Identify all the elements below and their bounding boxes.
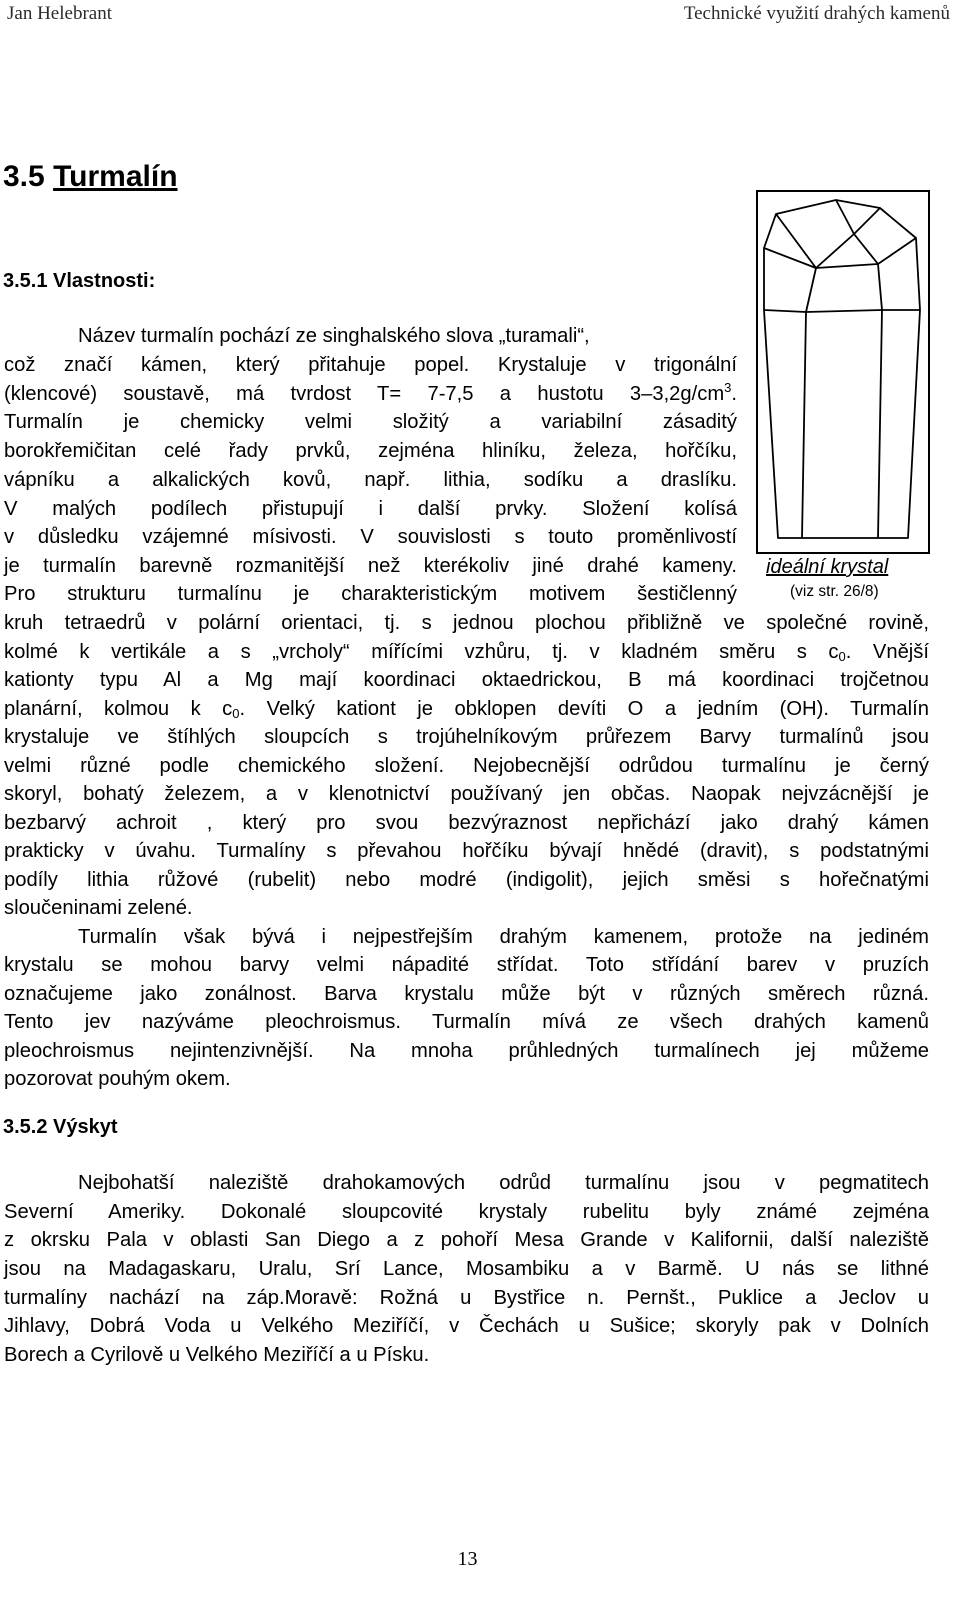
text-line: pleochroismus nejintenzivnější. Na mnoha průhledných turmalínech jej můžeme — [4, 1040, 929, 1062]
text-line: Turmalín je chemicky velmi složitý a variabilní zásaditý — [4, 411, 737, 433]
page-header — [7, 3, 950, 31]
text-line: vápníku a alkalických kovů, např. lithia, sodíku a draslíku. — [4, 469, 737, 491]
text-line — [4, 697, 929, 721]
text-line: velmi různé podle chemického složení. Nejobecnější odrůdou turmalínu je černý — [4, 755, 929, 777]
text-line: borokřemičitan celé řady prvků, zejména hliníku, železa, hořčíku, — [4, 440, 737, 462]
text-line: Název turmalín pochází ze singhalského slova „turamali“, — [78, 325, 590, 347]
text-line: turmalíny nachází na záp.Moravě: Rožná u Bystřice n. Pernšt., Puklice a Jeclov u — [4, 1287, 929, 1309]
text-line: sloučeninami zelené. — [4, 897, 193, 919]
text-line: označujeme jako zonálnost. Barva krystalu může být v různých směrech různá. — [4, 983, 929, 1005]
text-line: Jihlavy, Dobrá Voda u Velkého Meziříčí, v Čechách u Sušice; skoryly pak v Dolních — [4, 1315, 929, 1337]
section-heading — [3, 160, 178, 194]
text-line: Pro strukturu turmalínu je charakteristickým motivem šestičlenný — [4, 583, 737, 605]
text-line: kationty typu Al a Mg mají koordinaci oktaedrickou, B má koordinaci trojčetnou — [4, 669, 929, 691]
figure-reference: (viz str. 26/8) — [790, 583, 879, 600]
text-line: bezbarvý achroit , který pro svou bezvýraznost nepřichází jako drahý kámen — [4, 812, 929, 834]
density-tail: . — [731, 383, 737, 405]
crystal-figure — [756, 190, 930, 554]
text-line: V malých podílech přistupují i další prvky. Složení kolísá — [4, 498, 737, 520]
subsection-heading-occurrence: 3.5.2 Výskyt — [3, 1116, 118, 1138]
text-line: kruh tetraedrů v polární orientaci, tj. s jednou plochou přibližně ve společné rovině, — [4, 612, 929, 634]
text-line: Borech a Cyrilově u Velkého Meziříčí a u Písku. — [4, 1344, 430, 1366]
text-line: je turmalín barevně rozmanitější než kterékoliv jiné drahé kameny. — [4, 555, 737, 577]
subsection-heading-properties: 3.5.1 Vlastnosti: — [3, 270, 156, 292]
text-segment: . Vnější — [845, 641, 929, 663]
text-line: v důsledku vzájemné mísivosti. V souvislosti s touto proměnlivostí — [4, 526, 737, 548]
section-title: Turmalín — [53, 160, 178, 193]
text-line: z okrsku Pala v oblasti San Diego a z pohoří Mesa Grande v Kalifornii, další naleziště — [4, 1229, 929, 1251]
text-segment: kolmé k vertikále a s „vrcholy“ mířícími vzhůru, tj. v kladném směru s c — [4, 641, 839, 663]
text-line: pozorovat pouhým okem. — [4, 1068, 231, 1090]
text-line: Tento jev nazýváme pleochroismus. Turmalín mívá ze všech drahých kamenů — [4, 1011, 929, 1033]
text-line: skoryl, bohatý železem, a v klenotnictví používaný jen občas. Naopak nejvzácnější je — [4, 783, 929, 805]
text-line: Severní Ameriky. Dokonalé sloupcovité krystaly rubelitu byly známé zejména — [4, 1201, 929, 1223]
header-author: Jan Helebrant — [7, 3, 112, 24]
text-line — [4, 382, 737, 406]
text-line: krystaluje ve štíhlých sloupcích s trojúhelníkovým průřezem Barvy turmalínů jsou — [4, 726, 929, 748]
c0-subscript: 0 — [838, 649, 846, 664]
c0-subscript: 0 — [232, 706, 240, 721]
text-line: prakticky v úvahu. Turmalíny s převahou hořčíku bývají hnědé (dravit), s podstatnými — [4, 840, 929, 862]
text-line: jsou na Madagaskaru, Uralu, Srí Lance, Mosambiku a v Barmě. U nás se lithné — [4, 1258, 929, 1280]
tourmaline-crystal-drawing — [758, 192, 928, 552]
section-number: 3.5 — [3, 160, 45, 193]
text-segment: . Velký kationt je obklopen devíti O a jedním (OH). Turmalín — [239, 698, 929, 720]
density-text: (klencové) soustavě, má tvrdost T= 7-7,5 a hustotu 3–3,2g/cm — [4, 383, 725, 405]
density-superscript: 3 — [724, 380, 732, 395]
text-line: Turmalín však bývá i nejpestřejším drahým kamenem, protože na jediném — [78, 926, 929, 948]
text-line — [4, 640, 929, 664]
text-line: krystalu se mohou barvy velmi nápadité střídat. Toto střídání barev v pruzích — [4, 954, 929, 976]
page-number: 13 — [457, 1548, 478, 1570]
text-segment: planární, kolmou k c — [4, 698, 233, 720]
text-line: což značí kámen, který přitahuje popel. Krystaluje v trigonální — [4, 354, 737, 376]
header-title: Technické využití drahých kamenů — [683, 3, 950, 24]
figure-caption: ideální krystal — [766, 556, 889, 578]
text-line: podíly lithia růžové (rubelit) nebo modré (indigolit), jejich směsi s hořečnatými — [4, 869, 929, 891]
text-line: Nejbohatší naleziště drahokamových odrůd turmalínu jsou v pegmatitech — [78, 1172, 929, 1194]
